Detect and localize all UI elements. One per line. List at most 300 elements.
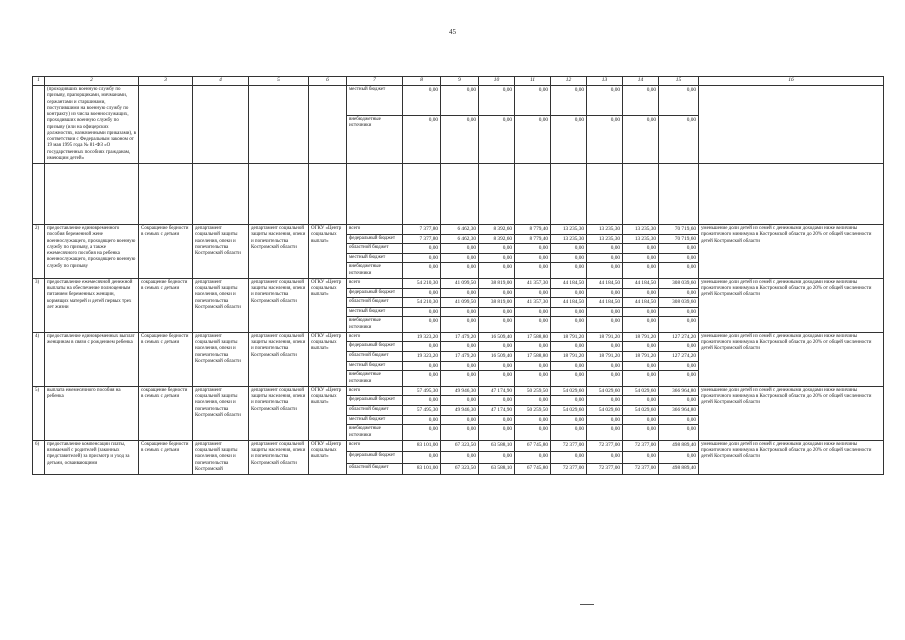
amount-cell: 0,00 — [551, 253, 587, 263]
amount-cell: 8 779,40 — [515, 234, 551, 244]
amount-cell: 18 791,20 — [587, 332, 623, 342]
table-row — [33, 332, 884, 342]
amount-cell: 0,00 — [403, 253, 441, 263]
amount-cell: 72 377,00 — [551, 463, 587, 474]
column-number-15: 15 — [659, 77, 699, 86]
amount-cell: 49 946,30 — [441, 406, 479, 416]
amount-cell: 0,00 — [659, 342, 699, 352]
amount-cell: 0,00 — [479, 415, 515, 425]
amount-cell: 0,00 — [515, 371, 551, 387]
responsible-executor: департамент социальной защиты населения, опеки и попечительства Костромской области — [193, 332, 249, 386]
executor-cell — [193, 86, 249, 164]
empty-cell — [623, 164, 659, 225]
amount-cell: 47 174,90 — [479, 386, 515, 396]
amount-cell: 0,00 — [515, 396, 551, 406]
funding-source: всего — [347, 278, 403, 288]
empty-cell — [403, 164, 441, 225]
amount-cell: 0,00 — [441, 307, 479, 317]
amount-cell: 0,00 — [587, 452, 623, 463]
amount-cell: 18 791,20 — [551, 332, 587, 342]
funding-source: всего — [347, 386, 403, 396]
amount-cell: 0,00 — [441, 86, 479, 116]
column-number-12: 12 — [551, 77, 587, 86]
column-number-11: 11 — [515, 77, 551, 86]
empty-cell — [249, 164, 309, 225]
column-number-row — [33, 77, 884, 86]
measure-goal: сокращение бедности в семьях с детьми — [139, 278, 193, 332]
executing-agency: ОГКУ «Центр социальных выплат» — [309, 386, 347, 440]
amount-cell: 0,00 — [441, 244, 479, 254]
column-number-4: 4 — [193, 77, 249, 86]
amount-cell: 127 274,20 — [659, 332, 699, 342]
amount-cell: 41 099,50 — [441, 278, 479, 288]
amount-cell: 0,00 — [403, 317, 441, 333]
funding-source: местный бюджет — [347, 415, 403, 425]
amount-cell: 72 377,00 — [587, 463, 623, 474]
funding-source: областной бюджет — [347, 298, 403, 308]
funding-source: областной бюджет — [347, 463, 403, 474]
amount-cell: 308 039,60 — [659, 278, 699, 288]
target-indicator: уменьшение доли детей из семей с денежными доходами ниже величины прожиточного минимума в Костромской области до 20% от общей численности детей Костромской области — [699, 225, 884, 279]
amount-cell: 0,00 — [587, 425, 623, 441]
amount-cell: 0,00 — [551, 244, 587, 254]
responsible-executor: департамент социальной защиты населения, опеки и попечительства Костромской — [193, 440, 249, 474]
amount-cell: 0,00 — [515, 361, 551, 371]
amount-cell: 0,00 — [587, 263, 623, 279]
amount-cell: 0,00 — [551, 425, 587, 441]
amount-cell: 44 184,50 — [587, 298, 623, 308]
funding-source: внебюджетные источники — [347, 371, 403, 387]
amount-cell: 0,00 — [479, 263, 515, 279]
table-row — [33, 386, 884, 396]
empty-cell — [587, 164, 623, 225]
column-number-10: 10 — [479, 77, 515, 86]
amount-cell: 54 029,60 — [623, 386, 659, 396]
amount-cell: 13 235,30 — [623, 234, 659, 244]
amount-cell: 0,00 — [587, 86, 623, 116]
amount-cell: 50 259,50 — [515, 386, 551, 396]
amount-cell: 18 791,20 — [551, 352, 587, 362]
column-number-9: 9 — [441, 77, 479, 86]
amount-cell: 0,00 — [551, 317, 587, 333]
responsible-executor: департамент социальной защиты населения, опеки и попечительства Костромской области — [193, 386, 249, 440]
column-number-1: 1 — [33, 77, 45, 86]
amount-cell: 498 889,40 — [659, 440, 699, 451]
funding-source: местный бюджет — [347, 253, 403, 263]
column-number-13: 13 — [587, 77, 623, 86]
amount-cell: 0,00 — [659, 317, 699, 333]
amount-cell: 0,00 — [587, 361, 623, 371]
amount-cell: 0,00 — [441, 396, 479, 406]
amount-cell: 0,00 — [403, 415, 441, 425]
measure-description: выплата ежемесячного пособия на ребенка — [45, 386, 139, 440]
column-number-16: 16 — [699, 77, 884, 86]
amount-cell: 17 588,80 — [515, 332, 551, 342]
coexecutor-cell — [249, 86, 309, 164]
column-number-14: 14 — [623, 77, 659, 86]
page-footer-mark — [580, 604, 594, 605]
co-executor: департамент социальной защиты населения, опеки и попечительства Костромской области — [249, 332, 309, 386]
funding-source: внебюджетные источники — [347, 317, 403, 333]
amount-cell: 0,00 — [403, 288, 441, 298]
column-number-7: 7 — [347, 77, 403, 86]
amount-cell: 13 235,30 — [587, 225, 623, 235]
amount-cell: 18 791,20 — [623, 332, 659, 342]
amount-cell: 0,00 — [587, 317, 623, 333]
amount-cell: 0,00 — [659, 371, 699, 387]
empty-cell — [659, 164, 699, 225]
amount-cell: 308 039,60 — [659, 298, 699, 308]
amount-cell: 0,00 — [403, 361, 441, 371]
amount-cell: 13 235,30 — [623, 225, 659, 235]
amount-cell: 0,00 — [587, 115, 623, 163]
amount-cell: 0,00 — [551, 342, 587, 352]
amount-cell: 0,00 — [659, 115, 699, 163]
amount-cell: 0,00 — [551, 452, 587, 463]
amount-cell: 0,00 — [441, 361, 479, 371]
agency-cell — [309, 86, 347, 164]
amount-cell: 13 235,30 — [587, 234, 623, 244]
amount-cell: 54 029,60 — [587, 386, 623, 396]
amount-cell: 13 235,30 — [551, 225, 587, 235]
amount-cell: 8 392,60 — [479, 225, 515, 235]
amount-cell: 0,00 — [479, 361, 515, 371]
amount-cell: 0,00 — [515, 253, 551, 263]
amount-cell: 0,00 — [515, 307, 551, 317]
amount-cell: 72 377,00 — [623, 463, 659, 474]
table-row — [33, 278, 884, 288]
amount-cell: 0,00 — [515, 86, 551, 116]
funding-source: федеральный бюджет — [347, 452, 403, 463]
amount-cell: 54 029,60 — [551, 406, 587, 416]
target-indicator: уменьшение доли детей из семей с денежными доходами ниже величины прожиточного минимума в Костромской области до 20% от общей численности детей Костромской области — [699, 440, 884, 474]
amount-cell: 0,00 — [479, 396, 515, 406]
amount-cell: 0,00 — [623, 396, 659, 406]
amount-cell: 0,00 — [623, 361, 659, 371]
amount-cell: 0,00 — [515, 317, 551, 333]
amount-cell: 0,00 — [659, 86, 699, 116]
measure-goal: Сокращение бедности в семьях с детьми — [139, 332, 193, 386]
amount-cell: 0,00 — [623, 263, 659, 279]
amount-cell: 0,00 — [623, 342, 659, 352]
amount-cell: 13 235,30 — [551, 234, 587, 244]
amount-cell: 44 184,50 — [623, 278, 659, 288]
amount-cell: 0,00 — [551, 371, 587, 387]
amount-cell: 366 964,80 — [659, 386, 699, 396]
amount-cell: 72 377,00 — [623, 440, 659, 451]
empty-cell — [479, 164, 515, 225]
row-number: 4) — [33, 332, 45, 386]
goal-cell — [139, 86, 193, 164]
amount-cell: 0,00 — [623, 115, 659, 163]
row-number: 5) — [33, 386, 45, 440]
amount-cell: 0,00 — [515, 415, 551, 425]
amount-cell: 0,00 — [403, 452, 441, 463]
column-number-6: 6 — [309, 77, 347, 86]
amount-cell: 0,00 — [551, 307, 587, 317]
amount-cell: 0,00 — [623, 317, 659, 333]
co-executor: департамент социальной защиты населения, опеки и попечительства Костромской области — [249, 225, 309, 279]
responsible-executor: департамент социальной защиты населения, опеки и попечительства Костромской области — [193, 225, 249, 279]
measure-goal: сокращение бедности в семьях с детьми — [139, 386, 193, 440]
row-number-cell — [33, 86, 45, 164]
table-row — [33, 225, 884, 235]
amount-cell: 0,00 — [623, 415, 659, 425]
amount-cell: 17 588,80 — [515, 352, 551, 362]
table-row — [33, 164, 884, 225]
amount-cell: 0,00 — [479, 342, 515, 352]
empty-cell — [551, 164, 587, 225]
amount-cell: 54 210,30 — [403, 278, 441, 288]
executing-agency: ОГКУ «Центр социальных выплат» — [309, 225, 347, 279]
amount-cell: 366 964,80 — [659, 406, 699, 416]
executing-agency: ОГКУ «Центр социальных выплат» — [309, 332, 347, 386]
empty-cell — [347, 164, 403, 225]
amount-cell: 70 719,60 — [659, 234, 699, 244]
amount-cell: 41 357,30 — [515, 278, 551, 288]
page-number: 45 — [449, 28, 456, 36]
amount-cell: 54 029,60 — [587, 406, 623, 416]
amount-cell: 72 377,00 — [551, 440, 587, 451]
amount-cell: 0,00 — [587, 253, 623, 263]
amount-cell: 0,00 — [441, 425, 479, 441]
amount-cell: 18 791,20 — [623, 352, 659, 362]
empty-cell — [309, 164, 347, 225]
executing-agency: ОГКУ «Центр социальных выплат» — [309, 278, 347, 332]
funding-source: местный бюджет — [347, 361, 403, 371]
row-number: 3) — [33, 278, 45, 332]
amount-cell: 0,00 — [441, 415, 479, 425]
funding-source: внебюджетные источники — [347, 425, 403, 441]
amount-cell: 0,00 — [479, 288, 515, 298]
funding-source: областной бюджет — [347, 352, 403, 362]
amount-cell: 0,00 — [515, 115, 551, 163]
amount-cell: 8 779,40 — [515, 225, 551, 235]
amount-cell: 0,00 — [403, 244, 441, 254]
funding-source: федеральный бюджет — [347, 288, 403, 298]
amount-cell: 0,00 — [623, 86, 659, 116]
amount-cell: 0,00 — [659, 244, 699, 254]
amount-cell: 47 174,90 — [479, 406, 515, 416]
row-number: 6) — [33, 440, 45, 474]
column-number-5: 5 — [249, 77, 309, 86]
amount-cell: 0,00 — [551, 86, 587, 116]
funding-source: местный бюджет — [347, 307, 403, 317]
amount-cell: 57 495,30 — [403, 406, 441, 416]
funding-source: всего — [347, 225, 403, 235]
amount-cell: 6 462,30 — [441, 225, 479, 235]
amount-cell: 0,00 — [441, 371, 479, 387]
amount-cell: 0,00 — [659, 415, 699, 425]
amount-cell: 0,00 — [659, 396, 699, 406]
amount-cell: 0,00 — [659, 288, 699, 298]
amount-cell: 0,00 — [479, 317, 515, 333]
amount-cell: 83 101,00 — [403, 463, 441, 474]
amount-cell: 70 719,60 — [659, 225, 699, 235]
target-indicator: уменьшение доли детей из семей с денежными доходами ниже величины прожиточного минимума в Костромской области до 20% от общей численности детей Костромской области — [699, 278, 884, 332]
amount-cell: 63 588,10 — [479, 463, 515, 474]
amount-cell: 0,00 — [403, 86, 441, 116]
amount-cell: 6 462,30 — [441, 234, 479, 244]
amount-cell: 0,00 — [479, 452, 515, 463]
empty-cell — [45, 164, 139, 225]
amount-cell: 0,00 — [441, 288, 479, 298]
amount-cell: 19 323,20 — [403, 352, 441, 362]
column-number-2: 2 — [45, 77, 139, 86]
empty-cell — [33, 164, 45, 225]
amount-cell: 127 274,20 — [659, 352, 699, 362]
amount-cell: 0,00 — [659, 425, 699, 441]
amount-cell: 0,00 — [403, 396, 441, 406]
responsible-executor: департамент социальной защиты населения, опеки и попечительства Костромской области — [193, 278, 249, 332]
executing-agency: ОГКУ «Центр социальных выплат» — [309, 440, 347, 474]
target-indicator — [699, 86, 884, 164]
amount-cell: 0,00 — [623, 244, 659, 254]
amount-cell: 0,00 — [659, 253, 699, 263]
amount-cell: 0,00 — [551, 288, 587, 298]
amount-cell: 44 184,50 — [587, 278, 623, 288]
amount-cell: 17 479,20 — [441, 332, 479, 342]
amount-cell: 0,00 — [659, 361, 699, 371]
amount-cell: 67 323,50 — [441, 440, 479, 451]
amount-cell: 0,00 — [515, 342, 551, 352]
amount-cell: 57 495,30 — [403, 386, 441, 396]
amount-cell: 0,00 — [587, 307, 623, 317]
funding-source: местный бюджет — [347, 86, 403, 116]
amount-cell: 0,00 — [403, 342, 441, 352]
amount-cell: 0,00 — [403, 263, 441, 279]
amount-cell: 0,00 — [479, 244, 515, 254]
column-number-3: 3 — [139, 77, 193, 86]
amount-cell: 498 889,40 — [659, 463, 699, 474]
target-indicator: уменьшение доли детей из семей с денежными доходами ниже величины прожиточного минимума в Костромской области до 20% от общей численности детей Костромской области — [699, 332, 884, 386]
funding-source: областной бюджет — [347, 406, 403, 416]
amount-cell: 0,00 — [515, 425, 551, 441]
co-executor: департамент социальной защиты населения, опеки и попечительства Костромской области — [249, 278, 309, 332]
amount-cell: 0,00 — [623, 371, 659, 387]
amount-cell: 8 392,60 — [479, 234, 515, 244]
financing-table — [32, 76, 884, 475]
funding-source: всего — [347, 332, 403, 342]
table-row — [33, 86, 884, 116]
empty-cell — [441, 164, 479, 225]
amount-cell: 0,00 — [623, 288, 659, 298]
amount-cell: 16 509,40 — [479, 352, 515, 362]
amount-cell: 0,00 — [551, 415, 587, 425]
amount-cell: 0,00 — [441, 452, 479, 463]
amount-cell: 17 479,20 — [441, 352, 479, 362]
amount-cell: 54 029,60 — [623, 406, 659, 416]
measure-description: предоставление единовременных выплат женщинам в связи с рождением ребенка — [45, 332, 139, 386]
column-number-8: 8 — [403, 77, 441, 86]
amount-cell: 0,00 — [659, 263, 699, 279]
amount-cell: 0,00 — [587, 415, 623, 425]
empty-cell — [139, 164, 193, 225]
funding-source: всего — [347, 440, 403, 451]
amount-cell: 7 377,80 — [403, 225, 441, 235]
measure-goal: Сокращение бедности в семьях с детьми — [139, 440, 193, 474]
amount-cell: 0,00 — [403, 307, 441, 317]
amount-cell: 0,00 — [551, 263, 587, 279]
co-executor: департамент социальной защиты населения, опеки и попечительства Костромской области — [249, 386, 309, 440]
row-number: 2) — [33, 225, 45, 279]
amount-cell: 0,00 — [441, 115, 479, 163]
co-executor: департамент социальной защиты населения, опеки и попечительства Костромской области — [249, 440, 309, 474]
amount-cell: 83 101,00 — [403, 440, 441, 451]
amount-cell: 0,00 — [515, 263, 551, 279]
target-indicator: уменьшение доли детей из семей с денежными доходами ниже величины прожиточного минимума в Костромской области до 20% от общей численности детей Костромской области — [699, 386, 884, 440]
amount-cell: 0,00 — [623, 307, 659, 317]
measure-description: (проходивших военную службу по призыву, прапорщиками, мичманами, сержантами и старшинами, поступившими на военную службу по контракту) из числа военнослужащих, проходивших военную службу по призыву (или на офицерских должностях, назначенными приказами), в соответствии с Федеральным законом от 19 мая 1995 года № 81-ФЗ «О государственных пособиях гражданам, имеющим детей» — [45, 86, 139, 164]
amount-cell: 16 509,40 — [479, 332, 515, 342]
amount-cell: 0,00 — [403, 371, 441, 387]
amount-cell: 0,00 — [551, 361, 587, 371]
amount-cell: 72 377,00 — [587, 440, 623, 451]
amount-cell: 49 946,30 — [441, 386, 479, 396]
empty-cell — [699, 164, 884, 225]
measure-description: предоставление компенсации платы, взимаемой с родителей (законных представителей) за присмотр и уход за детьми, осваивающими — [45, 440, 139, 474]
amount-cell: 54 210,30 — [403, 298, 441, 308]
amount-cell: 0,00 — [551, 115, 587, 163]
measure-description: предоставление единовременного пособия беременной жене военнослужащего, проходящего военную службу по призыву, а также ежемесячного пособия на ребенка военнослужащего, проходящего военную службу по призыву — [45, 225, 139, 279]
amount-cell: 0,00 — [479, 425, 515, 441]
amount-cell: 0,00 — [587, 396, 623, 406]
empty-cell — [515, 164, 551, 225]
amount-cell: 44 184,50 — [623, 298, 659, 308]
empty-cell — [193, 164, 249, 225]
amount-cell: 67 323,50 — [441, 463, 479, 474]
amount-cell: 63 588,10 — [479, 440, 515, 451]
amount-cell: 38 819,00 — [479, 278, 515, 288]
amount-cell: 0,00 — [587, 342, 623, 352]
amount-cell: 0,00 — [587, 288, 623, 298]
amount-cell: 0,00 — [479, 115, 515, 163]
amount-cell: 19 323,20 — [403, 332, 441, 342]
amount-cell: 0,00 — [441, 317, 479, 333]
amount-cell: 44 184,50 — [551, 298, 587, 308]
amount-cell: 0,00 — [479, 307, 515, 317]
amount-cell: 0,00 — [515, 452, 551, 463]
amount-cell: 0,00 — [587, 371, 623, 387]
amount-cell: 41 357,30 — [515, 298, 551, 308]
amount-cell: 0,00 — [479, 86, 515, 116]
amount-cell: 0,00 — [515, 288, 551, 298]
amount-cell: 38 819,00 — [479, 298, 515, 308]
amount-cell: 54 029,60 — [551, 386, 587, 396]
amount-cell: 0,00 — [515, 244, 551, 254]
amount-cell: 0,00 — [623, 452, 659, 463]
amount-cell: 0,00 — [479, 371, 515, 387]
amount-cell: 0,00 — [479, 253, 515, 263]
amount-cell: 67 745,80 — [515, 463, 551, 474]
amount-cell: 67 745,80 — [515, 440, 551, 451]
amount-cell: 0,00 — [551, 396, 587, 406]
amount-cell: 0,00 — [587, 244, 623, 254]
amount-cell: 0,00 — [441, 342, 479, 352]
amount-cell: 0,00 — [403, 425, 441, 441]
amount-cell: 0,00 — [441, 263, 479, 279]
table-row — [33, 440, 884, 451]
measure-goal: Сокращение бедности в семьях с детьми — [139, 225, 193, 279]
amount-cell: 0,00 — [403, 115, 441, 163]
funding-source: федеральный бюджет — [347, 234, 403, 244]
funding-source: областной бюджет — [347, 244, 403, 254]
amount-cell: 0,00 — [623, 425, 659, 441]
measure-description: предоставление ежемесячной денежной выплаты на обеспечение полноценным питанием беременных женщин, кормящих матерей и детей первых трех лет жизни — [45, 278, 139, 332]
amount-cell: 50 259,50 — [515, 406, 551, 416]
amount-cell: 0,00 — [623, 253, 659, 263]
funding-source: федеральный бюджет — [347, 396, 403, 406]
